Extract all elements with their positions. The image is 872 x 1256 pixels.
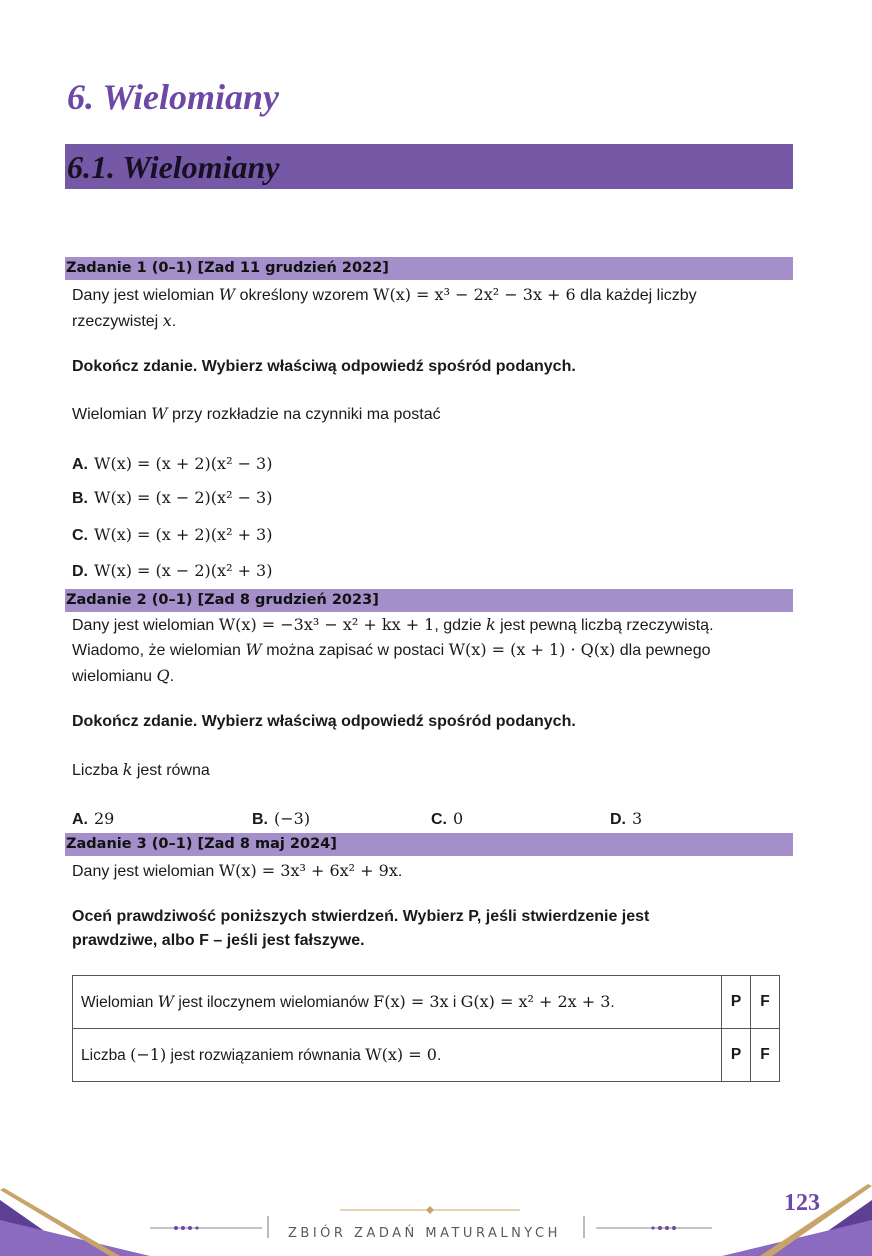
task-2-option-a[interactable]: A. 29 <box>72 809 115 828</box>
task-2-option-c[interactable]: C. 0 <box>431 809 464 828</box>
task-1-stem: Wielomian W przy rozkładzie na czynniki ma postać <box>72 404 441 423</box>
task-3-header: Zadanie 3 (0–1) [Zad 8 maj 2024] <box>65 833 793 856</box>
table-row <box>73 1029 780 1082</box>
true-false-table <box>72 975 780 1082</box>
task-1-option-a[interactable]: A. W(x) = (x + 2)(x² − 3) <box>72 454 273 473</box>
task-1-option-c[interactable]: C. W(x) = (x + 2)(x² + 3) <box>72 525 273 544</box>
task-3-text-line-1: Dany jest wielomian W(x) = 3x³ + 6x² + 9x. <box>72 861 403 880</box>
section-bar <box>65 144 793 189</box>
task-1-option-b[interactable]: B. W(x) = (x − 2)(x² − 3) <box>72 488 273 507</box>
footer-decoration <box>0 1180 872 1256</box>
true-choice[interactable]: P <box>722 1029 751 1082</box>
task-1-instruction: Dokończ zdanie. Wybierz właściwą odpowiedź spośród podanych. <box>72 358 576 375</box>
task-2-header: Zadanie 2 (0–1) [Zad 8 grudzień 2023] <box>65 589 793 612</box>
footer-label: ZBIÓR ZADAŃ MATURALNYCH <box>288 1226 561 1241</box>
task-2-text-line-3: wielomianu Q. <box>72 666 175 685</box>
task-2-stem: Liczba k jest równa <box>72 760 210 779</box>
statement-cell: Liczba (−1) jest rozwiązaniem równania W(x) = 0. <box>73 1029 722 1082</box>
task-2-text-line-1: Dany jest wielomian W(x) = −3x³ − x² + kx + 1, gdzie k jest pewną liczbą rzeczywistą. <box>72 615 714 634</box>
task-2-option-d[interactable]: D. 3 <box>610 809 643 828</box>
table-row <box>73 976 780 1029</box>
task-1-text-line-2: rzeczywistej x. <box>72 311 177 330</box>
false-choice[interactable]: F <box>751 1029 780 1082</box>
chapter-title: 6. Wielomiany <box>67 77 280 117</box>
task-2-text-line-2: Wiadomo, że wielomian W można zapisać w postaci W(x) = (x + 1) · Q(x) dla pewnego <box>72 640 711 659</box>
task-2-instruction: Dokończ zdanie. Wybierz właściwą odpowiedź spośród podanych. <box>72 713 576 730</box>
true-choice[interactable]: P <box>722 976 751 1029</box>
task-3-instruction-line-1: Oceń prawdziwość poniższych stwierdzeń. Wybierz P, jeśli stwierdzenie jest <box>72 908 650 925</box>
page-number: 123 <box>784 1190 820 1216</box>
task-3-instruction-line-2: prawdziwe, albo F – jeśli jest fałszywe. <box>72 932 365 949</box>
task-1-header: Zadanie 1 (0–1) [Zad 11 grudzień 2022] <box>65 257 793 280</box>
task-1-option-d[interactable]: D. W(x) = (x − 2)(x² + 3) <box>72 561 273 580</box>
false-choice[interactable]: F <box>751 976 780 1029</box>
section-title: 6.1. Wielomiany <box>67 149 280 185</box>
task-2-option-b[interactable]: B. (−3) <box>252 809 311 828</box>
task-1-text-line-1: Dany jest wielomian W określony wzorem W(x) = x³ − 2x² − 3x + 6 dla każdej liczby <box>72 285 697 304</box>
statement-cell: Wielomian W jest iloczynem wielomianów F(x) = 3x i G(x) = x² + 2x + 3. <box>73 976 722 1029</box>
